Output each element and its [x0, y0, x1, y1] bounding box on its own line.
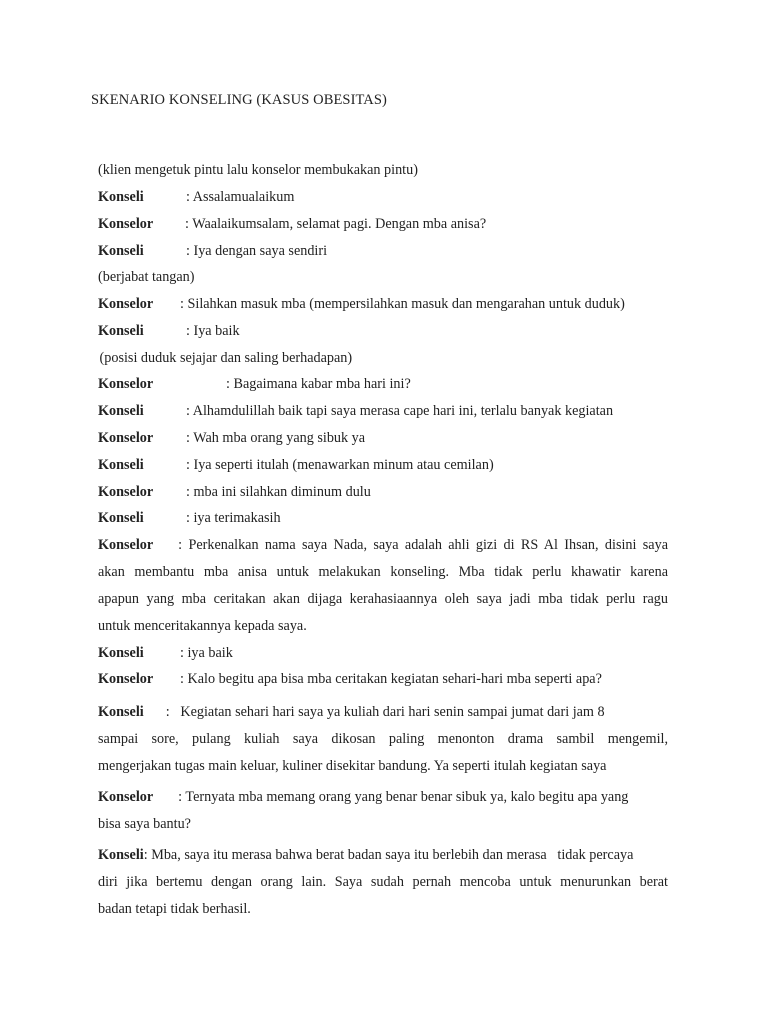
dialog-text: : iya baik	[180, 645, 233, 661]
speaker-label: Konselor	[98, 216, 154, 232]
paragraph-line: sampai sore, pulang kuliah saya dikosan paling menonton drama sambil mengemil,	[98, 731, 668, 747]
speaker-label: Konseli	[98, 243, 144, 259]
speaker-label: Konselor	[98, 671, 154, 687]
dialog-text: : Silahkan masuk mba (mempersilahkan masuk dan mengarahan untuk duduk)	[180, 296, 625, 312]
speaker-label: Konselor	[98, 789, 154, 805]
paragraph-line: bisa saya bantu?	[98, 816, 191, 832]
dialog-text: : Wah mba orang yang sibuk ya	[186, 430, 366, 446]
dialog-text: : Perkenalkan nama saya Nada, saya adalah ahli gizi di RS Al Ihsan, disini saya	[178, 537, 668, 553]
dialog-text: : Iya baik	[186, 323, 240, 339]
dialog-paragraph	[98, 787, 668, 841]
dialog-text: : Kalo begitu apa bisa mba ceritakan kegiatan sehari-hari mba seperti apa?	[180, 671, 602, 687]
dialog-text: : Bagaimana kabar mba hari ini?	[226, 376, 411, 392]
dialog-text: : Iya dengan saya sendiri	[186, 243, 328, 259]
speaker-label: Konseli	[98, 847, 144, 863]
speaker-label: Konseli	[98, 457, 144, 473]
document-title: SKENARIO KONSELING (KASUS OBESITAS)	[91, 92, 387, 108]
dialog-text: : Iya seperti itulah (menawarkan minum atau cemilan)	[186, 457, 494, 473]
dialog-paragraph	[98, 845, 668, 926]
speaker-label: Konseli	[98, 645, 144, 661]
speaker-label: Konselor	[98, 430, 154, 446]
speaker-label: Konseli	[98, 189, 144, 205]
dialog-paragraph	[98, 535, 668, 643]
dialog-text: : Ternyata mba memang orang yang benar benar sibuk ya, kalo begitu apa yang	[178, 789, 629, 805]
speaker-label: Konseli	[98, 510, 144, 526]
dialog-text: : Assalamualaikum	[186, 189, 295, 205]
paragraph-line: apapun yang mba ceritakan akan dijaga kerahasiaannya oleh saya jadi mba tidak perlu ragu	[98, 591, 668, 607]
dialog-text: : iya terimakasih	[186, 510, 281, 526]
dialog-text: : Kegiatan sehari hari saya ya kuliah dari hari senin sampai jumat dari jam 8	[165, 704, 605, 720]
stage-note: (klien mengetuk pintu lalu konselor membukakan pintu)	[98, 162, 418, 178]
paragraph-line: badan tetapi tidak berhasil.	[98, 901, 251, 917]
paragraph-line: diri jika bertemu dengan orang lain. Saya sudah pernah mencoba untuk menurunkan berat	[98, 874, 668, 890]
paragraph-first-line	[98, 787, 668, 814]
paragraph-line: untuk menceritakannya kepada saya.	[98, 618, 307, 634]
dialog-paragraph	[98, 702, 668, 783]
speaker-label: Konseli	[98, 704, 144, 720]
speaker-label: Konseli	[98, 323, 144, 339]
paragraph-first-line	[98, 535, 668, 562]
dialog-text: : Alhamdulillah baik tapi saya merasa cape hari ini, terlalu banyak kegiatan	[186, 403, 614, 419]
stage-note: (berjabat tangan)	[98, 269, 195, 285]
stage-note: (posisi duduk sejajar dan saling berhadapan)	[96, 350, 353, 366]
paragraph-line: mengerjakan tugas main keluar, kuliner disekitar bandung. Ya seperti itulah kegiatan saya	[98, 758, 607, 774]
dialog-text: : Mba, saya itu merasa bahwa berat badan saya itu berlebih dan merasa tidak percaya	[143, 847, 634, 863]
speaker-label: Konselor	[98, 376, 154, 392]
paragraph-line: akan membantu mba anisa untuk melakukan konseling. Mba tidak perlu khawatir karena	[98, 564, 668, 580]
speaker-label: Konselor	[98, 296, 154, 312]
paragraph-first-line	[98, 702, 668, 729]
dialog-text: : mba ini silahkan diminum dulu	[186, 484, 371, 500]
dialog-text: : Waalaikumsalam, selamat pagi. Dengan mba anisa?	[185, 216, 487, 232]
paragraph-first-line	[98, 845, 668, 872]
speaker-label: Konselor	[98, 537, 154, 553]
speaker-label: Konseli	[98, 403, 144, 419]
speaker-label: Konselor	[98, 484, 154, 500]
